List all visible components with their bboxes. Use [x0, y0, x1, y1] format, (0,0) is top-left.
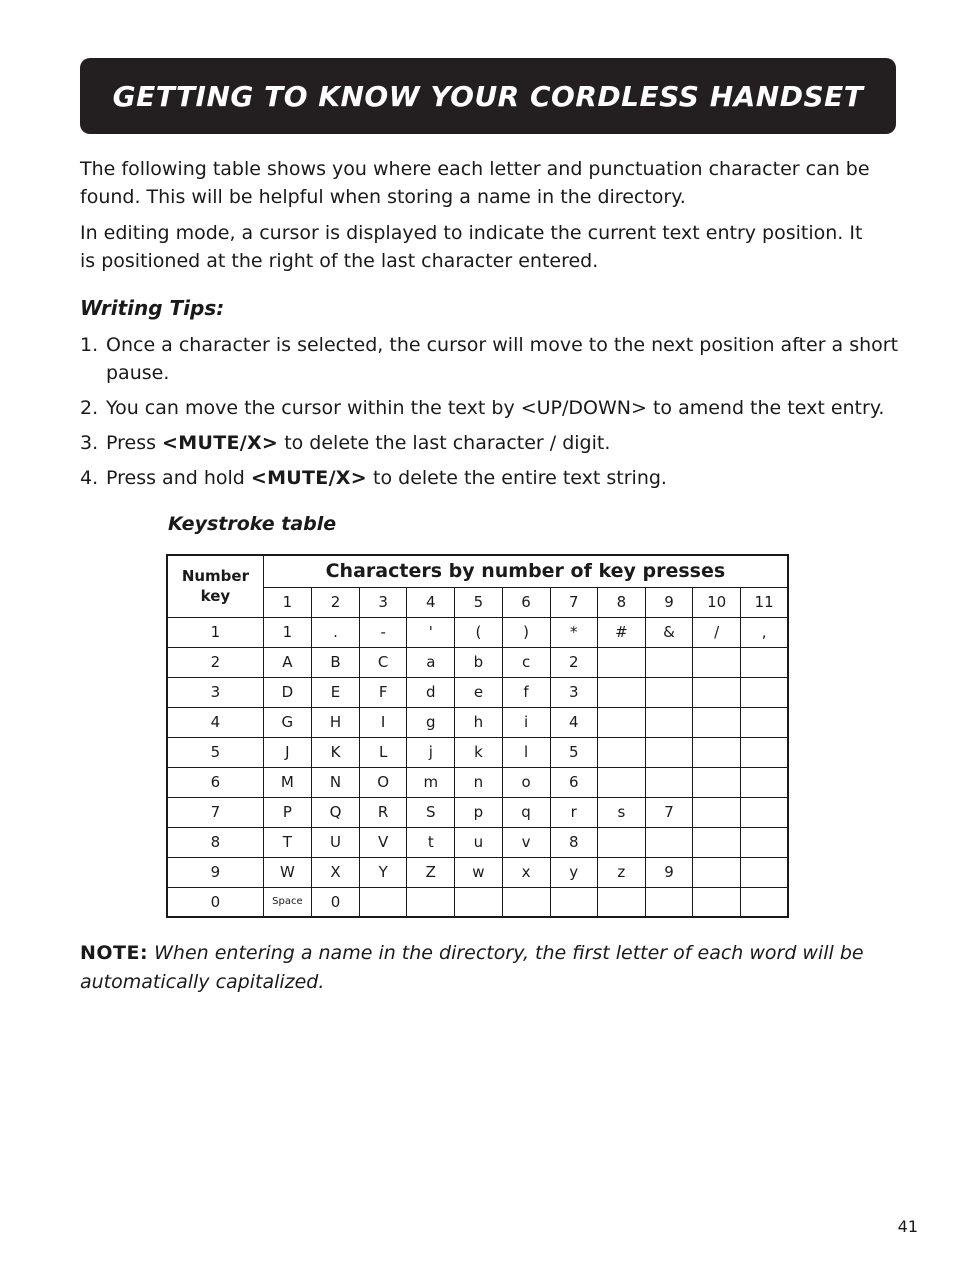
- list-item: [80, 464, 900, 492]
- list-item-text: [106, 394, 900, 422]
- character-cell: r: [550, 797, 597, 827]
- character-cell: 0: [311, 887, 359, 917]
- character-cell: [597, 827, 645, 857]
- page-number: 41: [897, 1217, 918, 1236]
- list-item-text: [106, 464, 900, 492]
- header-label: Number: [181, 567, 249, 586]
- character-cell: [597, 887, 645, 917]
- character-cell: [741, 827, 788, 857]
- number-key-cell: 1: [167, 617, 263, 647]
- character-cell: [693, 707, 741, 737]
- character-cell: o: [502, 767, 550, 797]
- character-cell: [597, 767, 645, 797]
- character-cell: 9: [645, 857, 692, 887]
- character-cell: W: [263, 857, 311, 887]
- character-cell: [502, 887, 550, 917]
- character-cell: J: [263, 737, 311, 767]
- character-cell: Z: [407, 857, 455, 887]
- characters-header: Characters by number of key presses: [263, 555, 788, 587]
- list-item-key-label: <MUTE/X>: [250, 467, 367, 489]
- list-item-text: [106, 429, 900, 457]
- number-key-cell: 9: [167, 857, 263, 887]
- table-row: [167, 827, 788, 857]
- character-cell: e: [455, 677, 502, 707]
- character-cell: g: [407, 707, 455, 737]
- character-cell: [693, 767, 741, 797]
- number-key-cell: 0: [167, 887, 263, 917]
- writing-tips-heading: Writing Tips:: [80, 296, 225, 320]
- character-cell: p: [455, 797, 502, 827]
- character-cell: T: [263, 827, 311, 857]
- character-cell: [741, 767, 788, 797]
- number-key-header: [167, 555, 263, 617]
- list-item-text-part: Press and hold: [106, 467, 251, 489]
- list-item-key-label: <MUTE/X>: [162, 432, 279, 454]
- press-count-cell: 3: [360, 587, 407, 617]
- character-cell: [597, 707, 645, 737]
- character-cell: -: [360, 617, 407, 647]
- character-cell: [645, 677, 692, 707]
- number-key-cell: 3: [167, 677, 263, 707]
- character-cell: x: [502, 857, 550, 887]
- character-cell: [550, 887, 597, 917]
- press-count-cell: 1: [263, 587, 311, 617]
- character-cell: X: [311, 857, 359, 887]
- keystroke-table-title: Keystroke table: [168, 513, 337, 535]
- list-item-number: 2.: [80, 397, 99, 419]
- character-cell: l: [502, 737, 550, 767]
- press-count-cell: 9: [645, 587, 692, 617]
- character-cell: Space: [263, 887, 311, 917]
- character-cell: ': [407, 617, 455, 647]
- table-row: [167, 797, 788, 827]
- character-cell: E: [311, 677, 359, 707]
- character-cell: n: [455, 767, 502, 797]
- character-cell: a: [407, 647, 455, 677]
- character-cell: [741, 707, 788, 737]
- character-cell: M: [263, 767, 311, 797]
- section-header-banner: [80, 58, 896, 134]
- character-cell: [693, 647, 741, 677]
- character-cell: [645, 887, 692, 917]
- character-cell: [693, 887, 741, 917]
- table-row: [167, 617, 788, 647]
- list-item: [80, 331, 900, 387]
- press-count-cell: 2: [311, 587, 359, 617]
- list-item-text: [106, 331, 900, 387]
- character-cell: 7: [645, 797, 692, 827]
- character-cell: [407, 887, 455, 917]
- character-cell: 1: [263, 617, 311, 647]
- character-cell: N: [311, 767, 359, 797]
- character-cell: [597, 677, 645, 707]
- intro-paragraph-2: In editing mode, a cursor is displayed to indicate the current text entry position. It is positioned at the right of the last character entered.: [80, 222, 863, 272]
- character-cell: *: [550, 617, 597, 647]
- number-key-cell: 4: [167, 707, 263, 737]
- table-header-row: [167, 555, 788, 587]
- character-cell: U: [311, 827, 359, 857]
- character-cell: m: [407, 767, 455, 797]
- press-count-cell: 7: [550, 587, 597, 617]
- character-cell: Y: [360, 857, 407, 887]
- header-label: key: [200, 587, 231, 606]
- table-row: [167, 767, 788, 797]
- character-cell: [693, 857, 741, 887]
- character-cell: D: [263, 677, 311, 707]
- character-cell: Q: [311, 797, 359, 827]
- keystroke-table-body: [167, 617, 788, 917]
- character-cell: [741, 887, 788, 917]
- character-cell: K: [311, 737, 359, 767]
- keystroke-table: [166, 554, 789, 918]
- character-cell: &: [645, 617, 692, 647]
- character-cell: [693, 797, 741, 827]
- character-cell: k: [455, 737, 502, 767]
- writing-tips-list: [80, 331, 900, 499]
- list-item-text-part: You can move the cursor within the text by <UP/DOWN> to amend the text entry.: [106, 397, 885, 419]
- table-row: [167, 737, 788, 767]
- character-cell: [693, 827, 741, 857]
- character-cell: G: [263, 707, 311, 737]
- press-count-cell: 6: [502, 587, 550, 617]
- character-cell: [645, 647, 692, 677]
- character-cell: [693, 677, 741, 707]
- number-key-cell: 8: [167, 827, 263, 857]
- number-key-cell: 7: [167, 797, 263, 827]
- character-cell: s: [597, 797, 645, 827]
- character-cell: [741, 677, 788, 707]
- character-cell: 3: [550, 677, 597, 707]
- character-cell: 8: [550, 827, 597, 857]
- press-count-cell: 5: [455, 587, 502, 617]
- character-cell: i: [502, 707, 550, 737]
- character-cell: H: [311, 707, 359, 737]
- character-cell: [645, 827, 692, 857]
- table-row: [167, 887, 788, 917]
- character-cell: w: [455, 857, 502, 887]
- character-cell: ): [502, 617, 550, 647]
- note-text: When entering a name in the directory, the first letter of each word will be automatically capitalized.: [80, 942, 864, 993]
- character-cell: O: [360, 767, 407, 797]
- character-cell: f: [502, 677, 550, 707]
- list-item-number: 4.: [80, 467, 99, 489]
- character-cell: [360, 887, 407, 917]
- character-cell: S: [407, 797, 455, 827]
- note-paragraph: [80, 939, 880, 997]
- press-count-cell: 8: [597, 587, 645, 617]
- character-cell: [645, 707, 692, 737]
- character-cell: [645, 737, 692, 767]
- character-cell: 4: [550, 707, 597, 737]
- character-cell: b: [455, 647, 502, 677]
- list-item-number: 1.: [80, 334, 99, 356]
- character-cell: R: [360, 797, 407, 827]
- character-cell: 5: [550, 737, 597, 767]
- character-cell: [455, 887, 502, 917]
- list-item-text-part: to delete the last character / digit.: [278, 432, 611, 454]
- character-cell: .: [311, 617, 359, 647]
- number-key-cell: 5: [167, 737, 263, 767]
- character-cell: I: [360, 707, 407, 737]
- character-cell: q: [502, 797, 550, 827]
- character-cell: P: [263, 797, 311, 827]
- character-cell: 6: [550, 767, 597, 797]
- list-item-text-part: Once a character is selected, the cursor will move to the next position after a short pause.: [106, 334, 899, 384]
- list-item: [80, 429, 900, 457]
- table-row: [167, 707, 788, 737]
- character-cell: [645, 767, 692, 797]
- character-cell: 2: [550, 647, 597, 677]
- character-cell: #: [597, 617, 645, 647]
- intro-paragraph-1: The following table shows you where each letter and punctuation character can be found. This will be helpful when storing a name in the directory.: [80, 158, 870, 208]
- character-cell: u: [455, 827, 502, 857]
- character-cell: [597, 647, 645, 677]
- number-key-cell: 6: [167, 767, 263, 797]
- character-cell: /: [693, 617, 741, 647]
- character-cell: j: [407, 737, 455, 767]
- table-row: [167, 677, 788, 707]
- table-row: [167, 647, 788, 677]
- character-cell: L: [360, 737, 407, 767]
- character-cell: t: [407, 827, 455, 857]
- character-cell: V: [360, 827, 407, 857]
- number-key-cell: 2: [167, 647, 263, 677]
- press-count-cell: 10: [693, 587, 741, 617]
- list-item-number: 3.: [80, 432, 99, 454]
- press-count-cell: 11: [741, 587, 788, 617]
- character-cell: [741, 797, 788, 827]
- character-cell: [741, 737, 788, 767]
- list-item-text-part: to delete the entire text string.: [366, 467, 667, 489]
- character-cell: z: [597, 857, 645, 887]
- list-item: [80, 394, 900, 422]
- character-cell: v: [502, 827, 550, 857]
- character-cell: [741, 647, 788, 677]
- character-cell: h: [455, 707, 502, 737]
- character-cell: F: [360, 677, 407, 707]
- press-count-cell: 4: [407, 587, 455, 617]
- character-cell: B: [311, 647, 359, 677]
- table-row: [167, 857, 788, 887]
- character-cell: c: [502, 647, 550, 677]
- character-cell: [693, 737, 741, 767]
- character-cell: y: [550, 857, 597, 887]
- character-cell: A: [263, 647, 311, 677]
- page-title: GETTING TO KNOW YOUR CORDLESS HANDSET: [112, 79, 864, 113]
- note-label: NOTE:: [80, 942, 149, 964]
- list-item-text-part: Press: [106, 432, 163, 454]
- character-cell: [597, 737, 645, 767]
- character-cell: d: [407, 677, 455, 707]
- character-cell: C: [360, 647, 407, 677]
- character-cell: (: [455, 617, 502, 647]
- character-cell: [741, 857, 788, 887]
- character-cell: ,: [741, 617, 788, 647]
